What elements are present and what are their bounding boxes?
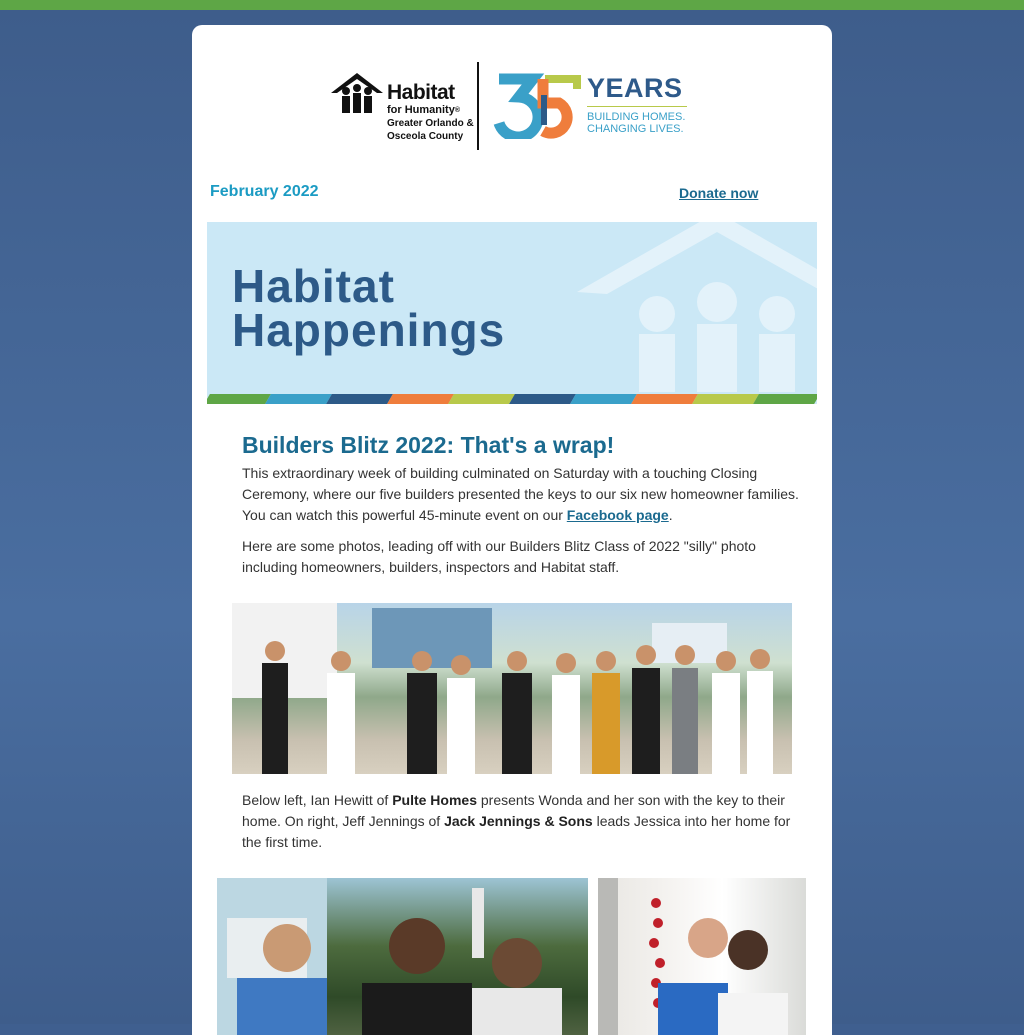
- org-subtitle: for Humanity® Greater Orlando & Osceola County: [387, 104, 474, 142]
- stripe-segment: [692, 394, 759, 404]
- article-title: Builders Blitz 2022: That's a wrap!: [242, 432, 615, 458]
- habitat-house-icon: [329, 69, 385, 115]
- stripe-segment: [326, 394, 393, 404]
- stripe-segment: [448, 394, 515, 404]
- top-accent-band: [0, 0, 1024, 10]
- anniversary-rule: [587, 106, 687, 107]
- anniversary-word: YEARS: [587, 73, 683, 103]
- donate-link[interactable]: Donate now: [679, 185, 759, 201]
- facebook-link[interactable]: Facebook page: [566, 507, 669, 523]
- article-paragraph-1: This extraordinary week of building culminated on Saturday with a touching Closing Ceremony, where our five builders presented the keys to our six new homeowner families. You can watch this powerful 45-minute event on our Facebook page.: [242, 465, 799, 523]
- stripe-segment: [387, 394, 454, 404]
- article-paragraph-3: Below left, Ian Hewitt of Pulte Homes presents Wonda and her son with the key to their home. On right, Jeff Jennings of Jack Jennings & Sons leads Jessica into her home for the first time.: [242, 792, 791, 850]
- stripe-segment: [509, 394, 576, 404]
- stripe-segment: [753, 394, 817, 404]
- group-photo: [232, 603, 792, 774]
- habitat-logo[interactable]: [329, 69, 474, 142]
- stripe-segment: [570, 394, 637, 404]
- logo-divider: [477, 62, 479, 150]
- org-name: Habitat: [387, 81, 455, 104]
- key-presentation-photo-left: [217, 878, 588, 1035]
- stripe-segment: [265, 394, 332, 404]
- anniversary-tagline: BUILDING HOMES. CHANGING LIVES.: [587, 111, 686, 135]
- banner-house-watermark-icon: [577, 222, 817, 392]
- habitat-happenings-banner: [207, 222, 817, 404]
- group-photo-illustration: [232, 603, 792, 774]
- photo-left-illustration: [217, 878, 588, 1035]
- newsletter-card: [192, 25, 832, 1035]
- photo-right-illustration: [598, 878, 806, 1035]
- banner-color-stripe: [207, 394, 817, 404]
- article-paragraph-2: Here are some photos, leading off with our Builders Blitz Class of 2022 "silly" photo including homeowners, builders, inspectors and Habitat staff.: [242, 538, 756, 575]
- 35-years-logo: [493, 73, 693, 139]
- stripe-segment: [207, 394, 271, 404]
- home-entry-photo-right: [598, 878, 806, 1035]
- 35-numeral-graphic: [493, 73, 583, 139]
- stripe-segment: [631, 394, 698, 404]
- banner-title: Habitat Happenings: [232, 260, 506, 356]
- issue-date: February 2022: [210, 183, 319, 200]
